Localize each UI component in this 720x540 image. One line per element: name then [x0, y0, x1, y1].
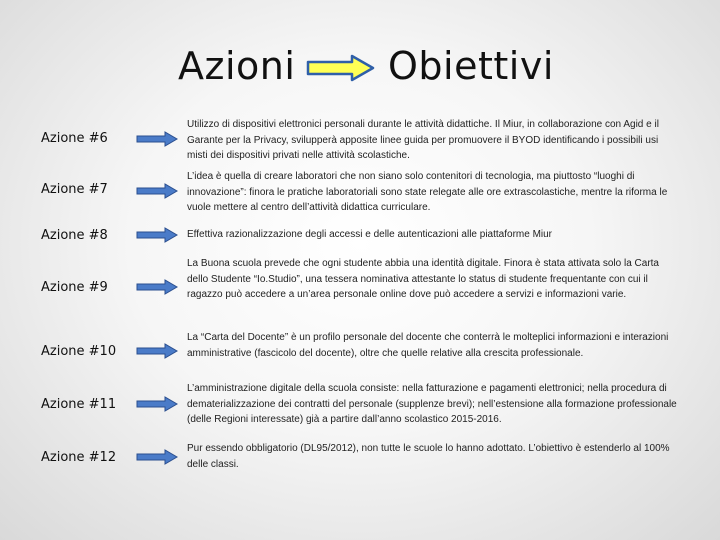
action-label: Azione #7	[41, 182, 108, 197]
action-label: Azione #9	[41, 280, 108, 295]
action-label: Azione #10	[41, 344, 117, 359]
action-label: Azione #8	[41, 228, 108, 243]
right-arrow-icon	[136, 279, 178, 295]
right-arrow-icon	[136, 396, 178, 412]
action-label: Azione #6	[41, 131, 108, 146]
header-left-title: Azioni	[178, 44, 296, 88]
action-label: Azione #11	[41, 397, 117, 412]
objective-text: L’amministrazione digitale della scuola consiste: nella fatturazione e pagamenti elettronici; nella procedura di dematerializzazione dei contratti del personale (supplenze brevi); nell’estensione alla formazione professionale (delle Regioni interessate) già a partire dall’anno scolastico 2015-2016.	[187, 383, 677, 425]
right-arrow-icon	[136, 227, 178, 243]
action-label: Azione #12	[41, 450, 117, 465]
header-arrow-icon	[306, 54, 376, 82]
objective-text: Pur essendo obbligatorio (DL95/2012), non tutte le scuole lo hanno adottato. L’obiettivo è estenderlo al 100% delle classi.	[187, 443, 670, 470]
right-arrow-icon	[136, 449, 178, 465]
objective-text: L’idea è quella di creare laboratori che non siano solo contenitori di tecnologia, ma piuttosto “luoghi di innovazione”: finora le pratiche laboratoriali sono state relegate alle ore extrascolastiche, mentre la riforma le vuole mettere al centro dell’attività didattica curriculare.	[187, 171, 668, 213]
objective-text: Effettiva razionalizzazione degli accessi e delle autenticazioni alle piattaforme Miur	[187, 229, 553, 240]
header-right-title: Obiettivi	[388, 44, 554, 88]
right-arrow-icon	[136, 183, 178, 199]
objective-text: La “Carta del Docente” è un profilo personale del docente che conterrà le molteplici informazioni e interazioni amministrative (fascicolo del docente), oltre che quelle relative alla crescita professionale.	[187, 332, 669, 359]
objective-text: Utilizzo di dispositivi elettronici personali durante le attività didattiche. Il Miur, in collaborazione con Agid e il Garante per la Privacy, svilupperà apposite linee guida per promuovere il BYOD identificando i possibili usi misti dei dispositivi privati nelle attività scolastiche.	[187, 119, 659, 161]
objective-text: La Buona scuola prevede che ogni studente abbia una identità digitale. Finora è stata attivata solo la Carta dello Studente “Io.Studio”, una tessera nominativa attestante lo status di studente frequentante con cui il ragazzo può accedere a un’area personale online dove può accedere a servizi e informazioni varie.	[187, 258, 659, 300]
right-arrow-icon	[136, 343, 178, 359]
right-arrow-icon	[136, 131, 178, 147]
